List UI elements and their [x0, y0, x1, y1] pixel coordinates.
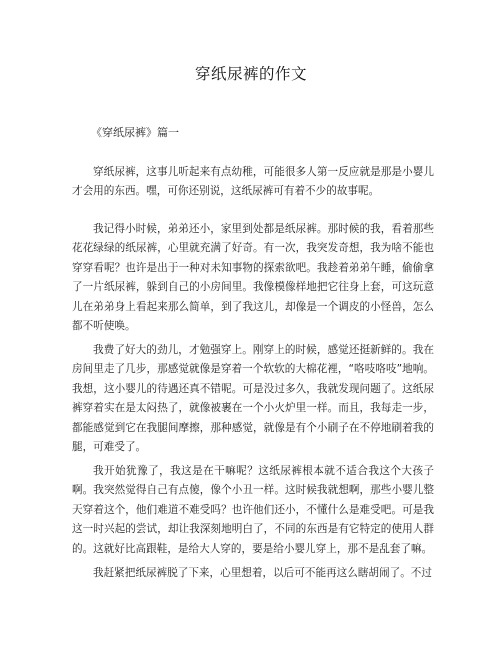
paragraph-1: 穿纸尿裤，这事儿听起来有点幼稚，可能很多人第一反应就是那是小婴儿才会用的东西。嘿，可你还别说，这纸尿裤可有着不少的故事呢。 [72, 166, 434, 198]
paragraph-5: 我赶紧把纸尿裤脱了下来，心里想着，以后可不能再这么瞎胡闹了。不过 [93, 567, 432, 579]
section-heading: 《穿纸尿裤》篇一 [91, 126, 179, 139]
paragraph-4: 我开始犹豫了，我这是在干嘛呢？这纸尿裤根本就不适合我这个大孩子啊。我突然觉得自己有点傻，像个小丑一样。这时候我就想啊，那些小婴儿整天穿着这个，他们难道不难受吗？也许他们还小，不懂什么是难受吧。可是我这一时兴起的尝试，却让我深刻地明白了，不同的东西是有它特定的使用人群的。这就好比高跟鞋，是给大人穿的，要是给小婴儿穿上，那不是乱套了嘛。 [72, 465, 434, 555]
paragraph-2: 我记得小时候，弟弟还小，家里到处都是纸尿裤。那时候的我，看着那些花花绿绿的纸尿裤，心里就充满了好奇。有一次，我突发奇想，我为啥不能也穿穿看呢？也许是出于一种对未知事物的探索欲吧。我趁着弟弟午睡，偷偷拿了一片纸尿裤，躲到自己的小房间里。我像模像样地把它往身上套，可这玩意儿在弟弟身上看起来那么简单，到了我这儿，却像是一个调皮的小怪兽，怎么都不听使唤。 [72, 223, 434, 333]
document-title: 穿纸尿裤的作文 [194, 65, 307, 83]
paragraph-3: 我费了好大的劲儿，才勉强穿上。刚穿上的时候，感觉还挺新鲜的。我在房间里走了几步，那感觉就像是穿着一个软软的大棉花裡，“咯吱咯吱”地响。我想，这小婴儿的待遇还真不错呢。可是没过多久，我就发现问题了。这纸尿裤穿着实在是太闷热了，就像被裹在一个小火炉里一样。而且，我每走一步，都能感觉到它在我腿间摩擦，那种感觉，就像是有个小刷子在不停地刷着我的腿，可难受了。 [72, 344, 434, 454]
